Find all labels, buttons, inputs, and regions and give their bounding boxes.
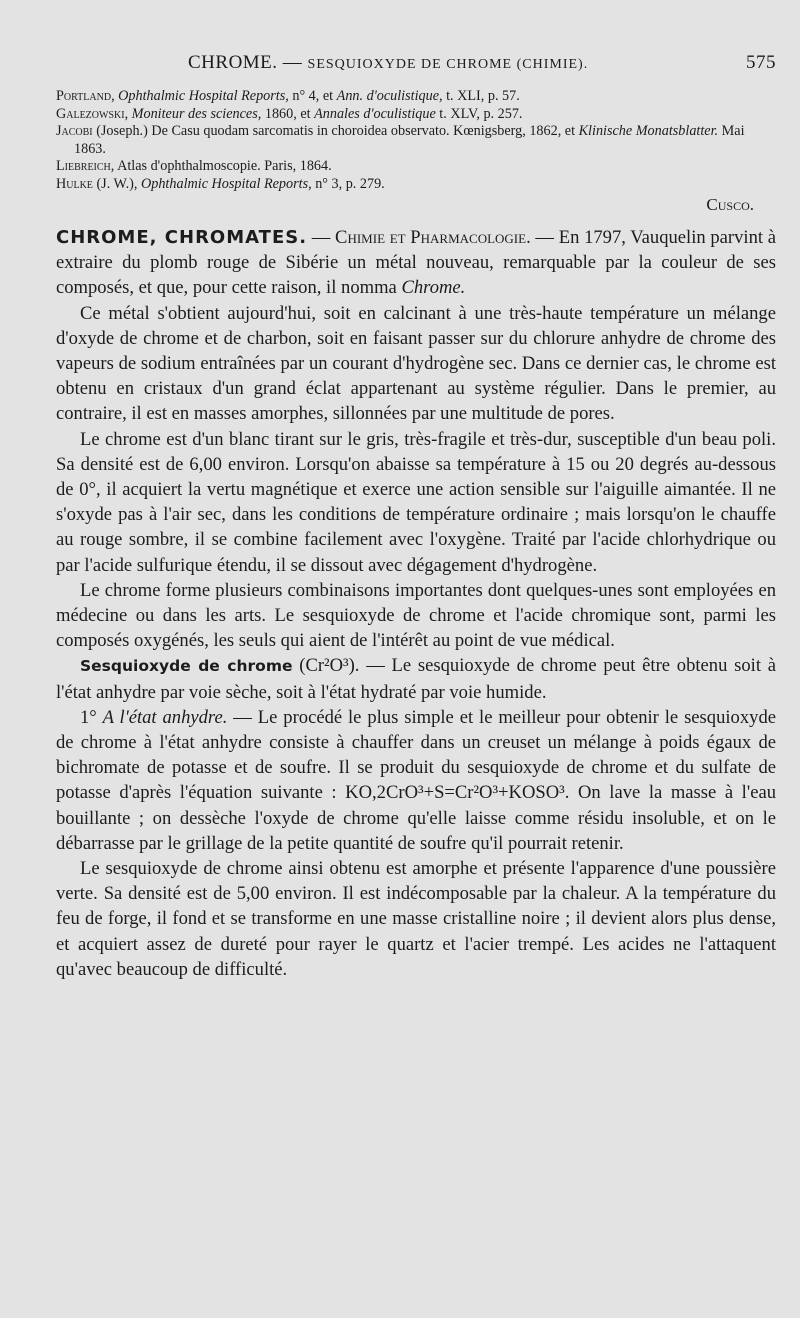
article-category: — Chimie et Pharmacologie. (307, 227, 531, 248)
biblio-entry (56, 158, 776, 176)
article-intro-paragraph (56, 225, 776, 301)
biblio-text: n° 4, et (288, 88, 337, 104)
running-head-dash: — (277, 52, 308, 73)
biblio-author: Hulke (56, 175, 93, 192)
biblio-author: Liebreich, (56, 158, 115, 174)
biblio-text: (J. W.), (92, 175, 141, 192)
biblio-title: Ann. d'oculistique, (336, 88, 443, 104)
running-head-title (188, 52, 588, 74)
biblio-entry (56, 176, 776, 194)
biblio-entry (56, 123, 776, 158)
running-head-subtitle: SESQUIOXYDE DE CHROME (CHIMIE). (307, 57, 589, 72)
paragraph (56, 653, 776, 704)
bibliography (56, 88, 776, 193)
paragraph: Le chrome est d'un blanc tirant sur le gris, très-fragile et très-dur, susceptible d'un beau poli. Sa densité est de 6,00 environ. Lorsqu'on abaisse sa température à 15 ou 20 degrés au-dessous de 0°, il acquiert la vertu magnétique et exerce une action sensible sur l'aiguille aimantée. Il ne s'oxyde pas à l'air sec, dans les conditions de température ordinaire ; mais lorsqu'on le chauffe au rouge sombre, il se combine facilement avec l'oxygène. Traité par l'acide chlorhydrique ou par l'acide sulfurique étendu, il se dissout avec dégagement d'hydrogène. (56, 428, 776, 576)
biblio-text: t. XLV, p. 257. (435, 105, 523, 122)
paragraph: Ce métal s'obtient aujourd'hui, soit en calcinant à une très-haute température un mélange d'oxyde de chrome et de charbon, soit en faisant passer sur du chlorure anhydre de chrome des vapeurs de sodium entraînées par un courant d'hydrogène sec. Dans ce dernier cas, le chrome est obtenu en cristaux d'un grand éclat appartenant au système régulier. Dans le premier, au contraire, il est en masses amorphes, sillonnées par une multitude de pores. (56, 302, 776, 425)
italic-term: Chrome. (401, 277, 466, 299)
page-number: 575 (746, 52, 776, 73)
author-signature: Cusco. (706, 195, 754, 214)
article-body (56, 225, 776, 982)
biblio-entry (56, 88, 776, 106)
paragraph (56, 705, 776, 856)
biblio-author: Galezowski, (56, 105, 129, 122)
biblio-author: Portland, (56, 88, 115, 104)
running-head-main: CHROME. (188, 52, 278, 73)
biblio-text: Mai 1863. (74, 123, 745, 157)
paragraph-text: — Le procédé le plus simple et le meilleur pour obtenir le sesquioxyde de chrome à l'état anhydre consiste à chauffer dans un creuset un mélange à poids égaux de bichromate de potasse et de soufre. Il se produit du sesquioxyde de chrome et du sulfate de potasse d'après l'équation suivante : KO,2CrO³+S=Cr²O³+KOSO³. On lave la masse à l'eau bouillante ; on dessèche l'oxyde de chrome qu'elle laisse comme résidu insoluble, et on le débarrasse par le grillage de la petite quantité de soufre qu'il pourrait retenir. (56, 706, 776, 854)
biblio-author: Jacobi (56, 123, 93, 139)
paragraph: Le sesquioxyde de chrome ainsi obtenu est amorphe et présente l'apparence d'une poussière verte. Sa densité est de 5,00 environ. Il est indécomposable par la chaleur. A la température du feu de forge, il fond et se transforme en une masse cristalline noire ; il devient alors plus dense, et acquiert assez de dureté pour rayer le quartz et l'acier trempé. Les acides ne l'attaquent qu'avec beaucoup de difficulté. (56, 858, 776, 980)
biblio-title: Klinische Monatsblatter. (578, 123, 719, 139)
running-head (56, 52, 776, 74)
paragraph: Le chrome forme plusieurs combinaisons importantes dont quelques-unes sont employées en médecine ou dans les arts. Le sesquioxyde de chrome et l'acide chromique sont, parmi les composés oxygénés, les seuls qui aient de l'intérêt au point de vue médical. (56, 579, 776, 652)
paragraph-text: — En 1797, Vauquelin parvint à extraire du plomb rouge de Sibérie un métal nouveau, remarquable par la couleur de ses composés, et que, pour cette raison, il nomma (56, 227, 776, 299)
section-subheading: Sesquioxyde de chrome (80, 657, 293, 676)
biblio-title: Moniteur des sciences, (131, 105, 262, 122)
biblio-title: Ophthalmic Hospital Reports, (141, 175, 312, 192)
paragraph-text: (Cr²O³). — Le sesquioxyde de chrome peut être obtenu soit à l'état anhydre par voie sèche, soit à l'état hydraté par voie humide. (56, 655, 777, 703)
biblio-text: 1860, et (261, 105, 315, 122)
biblio-text: (Joseph.) De Casu quodam sarcomatis in choroidea observato. Kœnigsberg, 1862, et (92, 123, 579, 139)
biblio-title: Annales d'oculistique (314, 105, 436, 122)
biblio-entry (56, 106, 776, 124)
list-number: 1° (80, 706, 103, 728)
biblio-text: n° 3, p. 279. (311, 175, 385, 192)
biblio-title: Ophthalmic Hospital Reports, (118, 88, 289, 104)
article-headword: CHROME, CHROMATES. (56, 227, 308, 248)
italic-subheading: A l'état anhydre. (102, 706, 228, 728)
biblio-text: t. XLI, p. 57. (442, 88, 520, 104)
biblio-text: Atlas d'ophthalmoscopie. Paris, 1864. (114, 158, 332, 174)
